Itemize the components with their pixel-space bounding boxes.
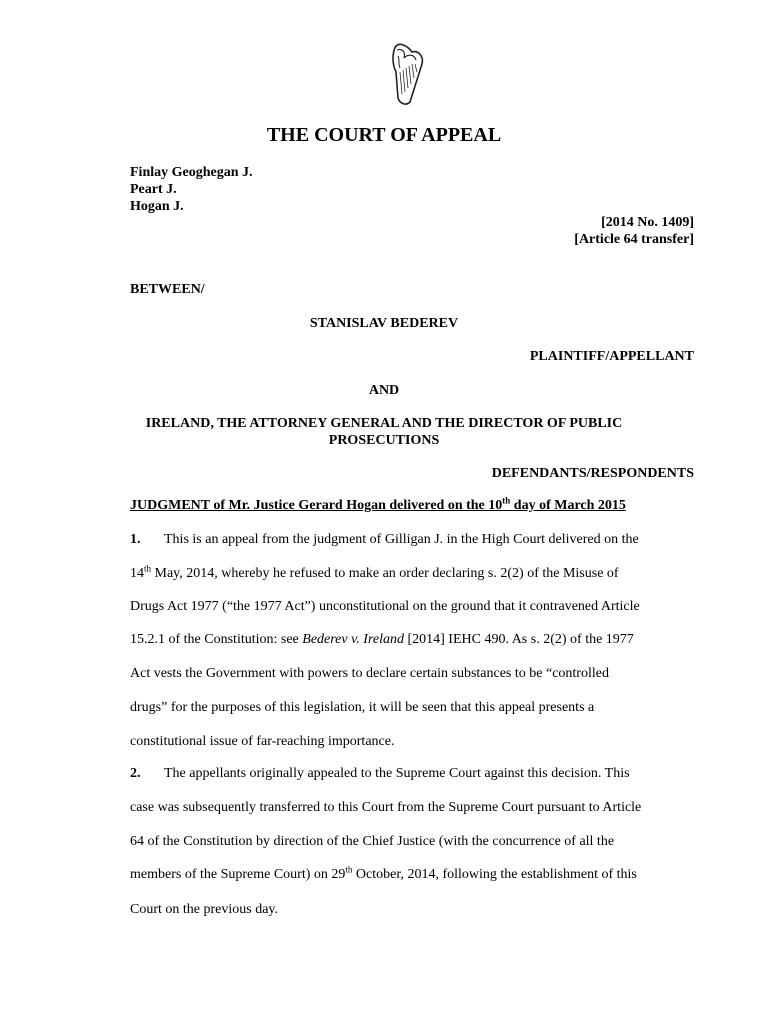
paragraph-text: case was subsequently transferred to this Court from the Supreme Court pursuant to Article <box>130 800 642 815</box>
paragraph-number: 1. <box>130 532 141 547</box>
defendants-names: PROSECUTIONS <box>328 433 440 448</box>
plaintiff-role: PLAINTIFF/APPELLANT <box>529 349 694 364</box>
defendants-role: DEFENDANTS/RESPONDENTS <box>491 466 694 481</box>
paragraph-text: members of the Supreme Court) on 29 <box>130 867 346 882</box>
between-label: BETWEEN/ <box>130 282 205 297</box>
judgment-heading-text: JUDGMENT of Mr. Justice Gerard Hogan delivered on the 10 <box>130 498 503 513</box>
judge-name: Peart J. <box>130 182 177 197</box>
paragraph-text: May, 2014, whereby he refused to make an order declaring s. 2(2) of the Misuse of <box>151 566 619 581</box>
paragraph-text: Act vests the Government with powers to declare certain substances to be “controlled <box>130 666 609 681</box>
paragraph-number: 2. <box>130 766 141 781</box>
court-title: THE COURT OF APPEAL <box>266 124 502 146</box>
ordinal-suffix: th <box>144 563 152 574</box>
harp-emblem-icon <box>388 42 428 108</box>
paragraph-text: This is an appeal from the judgment of Gilligan J. in the High Court delivered on the <box>164 532 639 547</box>
and-label: AND <box>368 383 400 398</box>
paragraph-text: The appellants originally appealed to the Supreme Court against this decision. This <box>164 766 630 781</box>
paragraph-text: Drugs Act 1977 (“the 1977 Act”) unconstitutional on the ground that it contravened Article <box>130 599 640 614</box>
paragraph-text: 14 <box>130 566 144 581</box>
ordinal-suffix: th <box>502 495 511 506</box>
defendants-names: IRELAND, THE ATTORNEY GENERAL AND THE DIRECTOR OF PUBLIC <box>145 416 623 431</box>
transfer-note: [Article 64 transfer] <box>574 232 694 247</box>
case-citation: Bederev v. Ireland <box>302 632 404 647</box>
paragraph-text: 15.2.1 of the Constitution: see <box>130 632 303 647</box>
paragraph-text: Court on the previous day. <box>130 902 279 917</box>
judge-name: Finlay Geoghegan J. <box>130 165 253 180</box>
paragraph-text: constitutional issue of far-reaching importance. <box>130 734 395 749</box>
record-number: [2014 No. 1409] <box>601 215 694 230</box>
judge-name: Hogan J. <box>130 199 184 214</box>
plaintiff-name: STANISLAV BEDEREV <box>309 316 459 331</box>
judgment-heading <box>130 495 626 514</box>
ordinal-suffix: th <box>345 864 353 875</box>
paragraph-text: 64 of the Constitution by direction of the Chief Justice (with the concurrence of all the <box>130 834 615 849</box>
judgment-heading-text: day of March 2015 <box>510 498 626 513</box>
paragraph-text: October, 2014, following the establishment of this <box>352 867 637 882</box>
paragraph-text: drugs” for the purposes of this legislation, it will be seen that this appeal presents a <box>130 700 595 715</box>
paragraph-text: [2014] IEHC 490. As s. 2(2) of the 1977 <box>403 632 634 647</box>
